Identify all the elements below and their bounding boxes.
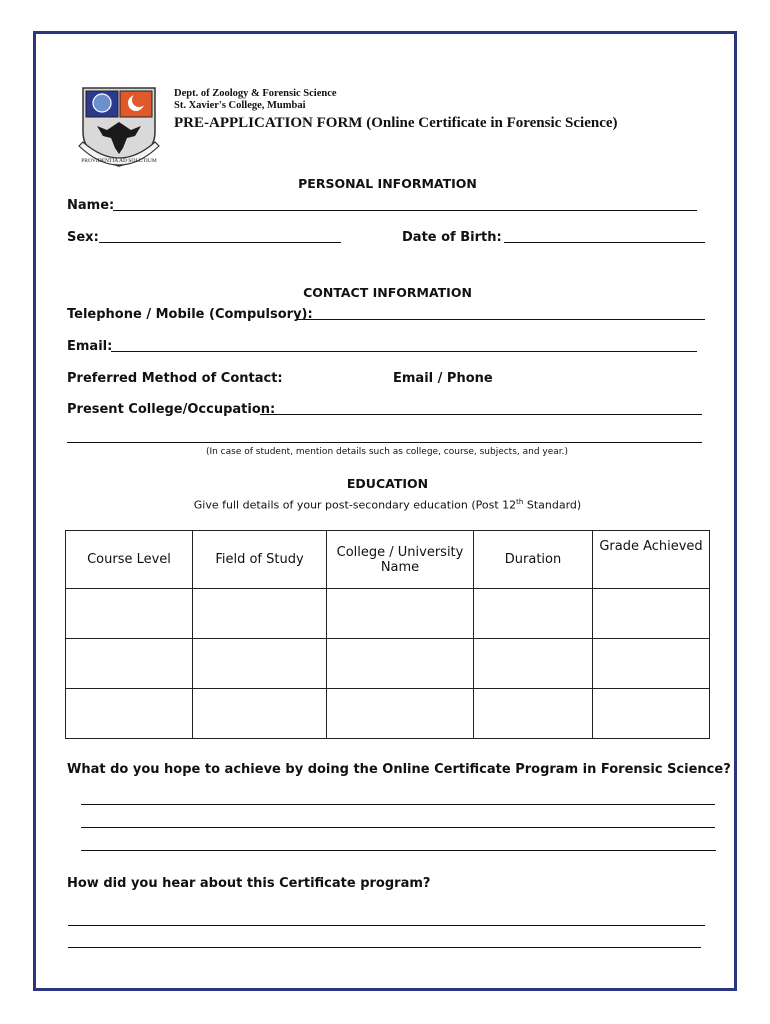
table-cell[interactable] — [327, 689, 474, 739]
crest-motto: PROVIDENTIA AD SOLUTIUM — [81, 158, 157, 164]
phone-label: Telephone / Mobile (Compulsory): — [67, 307, 313, 322]
phone-field[interactable] — [297, 319, 705, 320]
education-heading: EDUCATION — [346, 476, 429, 491]
table-cell[interactable] — [593, 589, 710, 639]
preferred-contact-label: Preferred Method of Contact: — [67, 371, 283, 386]
column-header-duration: Duration — [474, 531, 593, 589]
sex-label: Sex: — [67, 230, 99, 245]
contact-info-heading: CONTACT INFORMATION — [303, 285, 472, 300]
form-title: PRE-APPLICATION FORM (Online Certificate in Forensic Science) — [174, 115, 618, 131]
email-field[interactable] — [111, 351, 697, 352]
table-cell[interactable] — [593, 639, 710, 689]
college-crest-logo — [77, 84, 161, 174]
column-header-college-name: College / University Name — [327, 531, 474, 589]
column-header-grade: Grade Achieved — [593, 531, 710, 589]
department-name: Dept. of Zoology & Forensic Science — [174, 88, 337, 99]
college-name: St. Xavier's College, Mumbai — [174, 100, 306, 111]
occupation-label: Present College/Occupation: — [67, 402, 276, 417]
goals-answer-line-3[interactable] — [81, 850, 716, 851]
column-header-course-level: Course Level — [66, 531, 193, 589]
dob-label: Date of Birth: — [402, 230, 502, 245]
education-table — [65, 530, 710, 739]
table-cell[interactable] — [66, 639, 193, 689]
goals-answer-line-1[interactable] — [81, 804, 715, 805]
table-cell[interactable] — [327, 639, 474, 689]
table-row — [66, 689, 710, 739]
table-cell[interactable] — [474, 689, 593, 739]
occupation-field[interactable] — [260, 414, 702, 415]
occupation-note: (In case of student, mention details such as college, course, subjects, and year.) — [205, 447, 569, 457]
education-instruction: Give full details of your post-secondary education (Post 12th Standard) — [193, 498, 582, 512]
table-cell[interactable] — [474, 589, 593, 639]
referral-answer-line-1[interactable] — [68, 925, 705, 926]
table-cell[interactable] — [193, 589, 327, 639]
table-header-row — [66, 531, 710, 589]
email-label: Email: — [67, 339, 113, 354]
table-cell[interactable] — [66, 589, 193, 639]
personal-info-heading: PERSONAL INFORMATION — [298, 176, 477, 191]
table-cell[interactable] — [66, 689, 193, 739]
name-field[interactable] — [113, 210, 697, 211]
table-cell[interactable] — [193, 639, 327, 689]
goals-answer-line-2[interactable] — [81, 827, 715, 828]
referral-question: How did you hear about this Certificate program? — [67, 876, 431, 891]
table-cell[interactable] — [327, 589, 474, 639]
referral-answer-line-2[interactable] — [68, 947, 701, 948]
preferred-contact-options[interactable]: Email / Phone — [393, 371, 493, 386]
table-cell[interactable] — [474, 639, 593, 689]
table-cell[interactable] — [593, 689, 710, 739]
name-label: Name: — [67, 198, 115, 213]
occupation-field-line-2[interactable] — [67, 442, 702, 443]
goals-question: What do you hope to achieve by doing the Online Certificate Program in Forensic Science? — [67, 762, 731, 777]
column-header-field-of-study: Field of Study — [193, 531, 327, 589]
sex-field[interactable] — [99, 242, 341, 243]
table-row — [66, 589, 710, 639]
table-cell[interactable] — [193, 689, 327, 739]
table-row — [66, 639, 710, 689]
dob-field[interactable] — [504, 242, 705, 243]
